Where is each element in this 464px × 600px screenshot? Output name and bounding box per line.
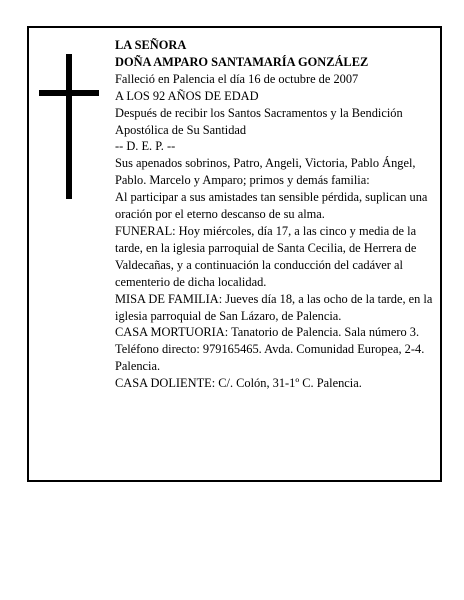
deceased-name: DOÑA AMPARO SANTAMARÍA GONZÁLEZ	[115, 54, 369, 69]
cross-horizontal-bar	[39, 90, 99, 96]
funeral-paragraph: FUNERAL: Hoy miércoles, día 17, a las cinco y media de la tarde, en la iglesia parroquial de Santa Cecilia, de Herrera de Valdecañas, y a continuación la conducción del cadáver al cementerio de dicha localidad.	[115, 223, 417, 289]
mourning-house-paragraph: CASA DOLIENTE: C/. Colón, 31-1º C. Palencia.	[115, 376, 362, 391]
sacraments-line: Después de recibir los Santos Sacramentos y la Bendición Apostólica de Su Santidad	[115, 105, 403, 137]
notice-title: LA SEÑORA	[115, 38, 187, 52]
mourners-paragraph: Sus apenados sobrinos, Patro, Angeli, Victoria, Pablo Ángel, Pablo. Marcelo y Amparo; primos y demás familia:	[115, 156, 416, 188]
cross-vertical-bar	[66, 54, 72, 199]
prayer-request-paragraph: Al participar a sus amistades tan sensible pérdida, suplican una oración por el eterno descanso de su alma.	[115, 190, 428, 222]
rip-line: -- D. E. P. --	[115, 139, 176, 154]
notice-text-block	[115, 37, 435, 392]
cross-icon	[39, 54, 99, 199]
age-line: A LOS 92 AÑOS DE EDAD	[115, 88, 259, 103]
death-date-line: Falleció en Palencia el día 16 de octubre de 2007	[115, 71, 359, 86]
family-mass-paragraph: MISA DE FAMILIA: Jueves día 18, a las ocho de la tarde, en la iglesia parroquial de San Lázaro, de Palencia.	[115, 291, 433, 323]
obituary-notice	[27, 26, 442, 482]
funeral-home-paragraph: CASA MORTUORIA: Tanatorio de Palencia. Sala número 3. Teléfono directo: 979165465. Avda. Comunidad Europea, 2-4. Palencia.	[115, 325, 425, 374]
